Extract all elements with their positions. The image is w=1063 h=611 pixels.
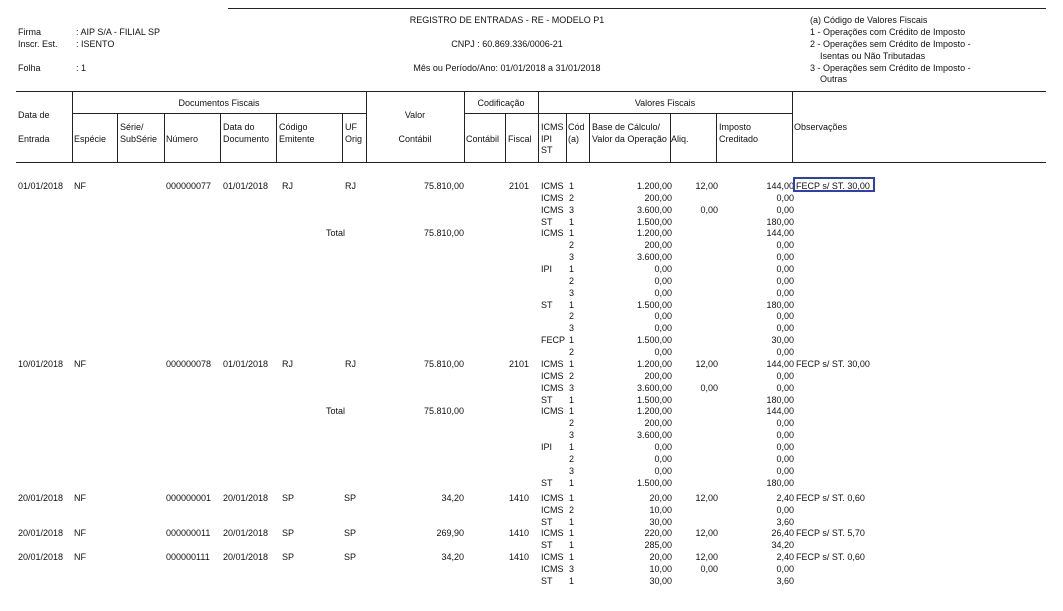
total-label: Total [326,228,346,239]
line-base: 1.500,00 [636,394,672,405]
entry-fiscal: 1410 [508,528,529,538]
line-cod: 3 [569,204,575,215]
line-cod: 3 [569,563,575,574]
line-cod: 2 [569,370,575,381]
total-base: 0,00 [654,275,672,286]
line-tax-type: ICMS [541,192,564,203]
entry-observacao: FECP s/ ST. 0,60 [796,552,865,562]
header-codigo-2: Emitente [279,134,315,144]
header-imposto-2: Creditado [719,134,759,144]
entry-emitente: SP [282,552,295,562]
line-tax-type: ICMS [541,382,564,393]
total-tax-type: ST [541,477,553,488]
header-cod: Cód [568,122,585,132]
entry-numero: 000000078 [166,359,212,369]
total-cod: 2 [569,346,575,357]
entry-especie: NF [74,359,86,369]
header-serie-2: SubSérie [120,134,158,144]
header-contabil: Contábil [466,134,500,144]
total-tax-type: ICMS [541,228,564,239]
line-imposto: 3,60 [776,516,794,527]
header-data-entrada-2: Entrada [18,134,50,144]
line-base: 10,00 [649,504,672,515]
total-cod: 1 [569,477,575,488]
total-imposto: 0,00 [776,418,794,429]
total-cod: 3 [569,252,575,263]
line-aliq: 12,00 [695,181,718,191]
line-base: 200,00 [644,370,672,381]
entry-observacao: FECP s/ ST. 0,60 [796,493,865,503]
total-base: 0,00 [654,287,672,298]
header-data-entrada: Data de [18,110,50,120]
line-aliq: 12,00 [695,493,718,503]
line-imposto: 2,40 [776,552,794,562]
header-valor: Valor [404,110,426,120]
line-base: 1.500,00 [636,216,672,227]
entry-data-doc: 20/01/2018 [223,552,269,562]
header-base: Base de Cálculo/ [592,122,661,132]
entry-uf: SP [343,528,356,538]
entry-numero: 000000077 [166,181,212,191]
entry-date: 01/01/2018 [18,181,64,191]
line-base: 30,00 [649,516,672,527]
header-codificacao: Codificação [477,98,525,108]
total-imposto: 0,00 [776,453,794,464]
line-cod: 2 [569,192,575,203]
total-base: 0,00 [654,311,672,322]
entry-fiscal: 2101 [508,359,529,369]
line-aliq: 12,00 [695,359,718,369]
period: Mês ou Período/Ano: 01/01/2018 a 31/01/2018 [413,63,601,73]
total-base: 0,00 [654,346,672,357]
total-imposto: 0,00 [776,346,794,357]
header-codigo: Código [279,122,308,132]
firma-value: : AIP S/A - FILIAL SP [76,27,161,37]
total-base: 0,00 [654,453,672,464]
entry-numero: 000000001 [166,493,212,503]
total-base: 0,00 [654,465,672,476]
header-serie: Série/ [120,122,144,132]
line-base: 285,00 [644,539,672,550]
line-imposto: 180,00 [766,216,794,227]
entry-emitente: RJ [282,181,293,191]
line-base: 3.600,00 [636,204,672,215]
line-aliq: 0,00 [700,382,718,393]
total-tax-type: ST [541,299,553,310]
line-tax-type: ICMS [541,504,564,515]
total-cod: 2 [569,418,575,429]
total-imposto: 0,00 [776,465,794,476]
total-imposto: 30,00 [771,335,794,346]
total-cod: 3 [569,287,575,298]
total-imposto: 0,00 [776,287,794,298]
total-tax-type: IPI [541,441,553,452]
entry-especie: NF [74,552,86,562]
line-tax-type: ICMS [541,552,564,562]
header-fiscal: Fiscal [508,134,532,144]
report-title: REGISTRO DE ENTRADAS - RE - MODELO P1 [409,15,605,25]
total-base: 0,00 [654,441,672,452]
line-imposto: 3,60 [776,575,794,586]
line-imposto: 0,00 [776,370,794,381]
total-imposto: 144,00 [766,406,794,417]
total-imposto: 180,00 [766,299,794,310]
total-base: 200,00 [644,240,672,251]
total-imposto: 0,00 [776,441,794,452]
line-cod: 1 [569,516,575,527]
header-valores-fiscais: Valores Fiscais [634,98,696,108]
line-imposto: 0,00 [776,192,794,203]
entry-date: 20/01/2018 [18,552,64,562]
entry-uf: SP [343,552,356,562]
entry-uf: RJ [345,181,356,191]
line-aliq: 12,00 [695,528,718,538]
header-aliq: Aliq. [671,134,689,144]
total-tax-type: FECP [541,335,566,346]
total-base: 1.500,00 [636,299,672,310]
line-tax-type: ST [541,516,553,527]
entry-fiscal: 2101 [508,181,529,191]
legend-item-1: 1 - Operações com Crédito de Imposto [810,27,966,37]
line-cod: 1 [569,359,575,369]
header-valor-2: Contábil [398,134,432,144]
total-base: 1.500,00 [636,477,672,488]
total-imposto: 0,00 [776,252,794,263]
line-aliq: 12,00 [695,552,718,562]
line-tax-type: ICMS [541,493,564,503]
total-base: 1.200,00 [636,406,672,417]
entry-data-doc: 01/01/2018 [223,359,269,369]
total-cod: 2 [569,311,575,322]
total-cod: 1 [569,263,575,274]
total-tax-type: IPI [541,263,553,274]
total-cod: 3 [569,323,575,334]
total-tax-type: ICMS [541,406,564,417]
entry-especie: NF [74,528,86,538]
line-cod: 3 [569,382,575,393]
line-base: 1.200,00 [636,181,672,191]
header-base-2: Valor da Operação [592,134,667,144]
header-data-doc: Data do [223,122,255,132]
folha-value: : 1 [76,63,87,73]
total-base: 0,00 [654,263,672,274]
total-imposto: 0,00 [776,263,794,274]
entry-emitente: SP [282,493,295,503]
firma-label: Firma [18,27,41,37]
total-imposto: 0,00 [776,430,794,441]
line-imposto: 0,00 [776,563,794,574]
entry-numero: 000000111 [166,552,210,562]
entry-data-doc: 01/01/2018 [223,181,269,191]
header-observacoes: Observações [794,122,848,132]
total-cod: 1 [569,228,575,239]
line-cod: 1 [569,181,575,191]
highlighted-observation[interactable] [793,177,875,192]
line-base: 10,00 [649,563,672,574]
header-uf-2: Orig [345,134,363,144]
line-cod: 1 [569,528,575,538]
legend-title: (a) Código de Valores Fiscais [810,15,928,25]
total-label: Total [326,406,346,417]
legend-item-3b: Outras [820,74,848,84]
total-cod: 3 [569,465,575,476]
header-ipi: IPI [541,134,553,144]
line-base: 220,00 [644,528,672,538]
line-tax-type: ICMS [541,204,564,215]
total-cod: 1 [569,299,575,310]
entry-date: 20/01/2018 [18,493,64,503]
line-imposto: 0,00 [776,504,794,515]
line-imposto: 34,20 [771,539,794,550]
line-imposto: 144,00 [766,181,794,191]
line-cod: 1 [569,394,575,405]
total-cod: 3 [569,430,575,441]
entry-emitente: RJ [282,359,293,369]
header-documentos-fiscais: Documentos Fiscais [178,98,260,108]
line-tax-type: ICMS [541,359,564,369]
header-st: ST [541,145,553,155]
total-imposto: 0,00 [776,275,794,286]
entry-numero: 000000011 [166,528,211,538]
line-base: 20,00 [649,493,672,503]
entry-data-doc: 20/01/2018 [223,493,269,503]
folha-label: Folha [18,63,41,73]
header-numero: Número [166,134,199,144]
line-tax-type: ICMS [541,563,564,574]
line-imposto: 26,40 [771,528,794,538]
line-cod: 2 [569,504,575,515]
line-imposto: 144,00 [766,359,794,369]
header-uf: UF [345,122,357,132]
total-base: 0,00 [654,323,672,334]
total-base: 1.500,00 [636,335,672,346]
total-cod: 2 [569,453,575,464]
line-base: 1.200,00 [636,359,672,369]
entry-uf: RJ [345,359,356,369]
legend-item-2: 2 - Operações sem Crédito de Imposto - [810,39,971,49]
total-cod: 2 [569,275,575,286]
inscr-value: : ISENTO [76,39,115,49]
line-aliq: 0,00 [700,563,718,574]
total-imposto: 144,00 [766,228,794,239]
line-cod: 1 [569,552,575,562]
entry-date: 10/01/2018 [18,359,64,369]
entry-valor: 75.810,00 [423,359,464,369]
entry-data-doc: 20/01/2018 [223,528,269,538]
total-cod: 1 [569,335,575,346]
line-tax-type: ICMS [541,370,564,381]
entry-especie: NF [74,181,86,191]
total-cod: 1 [569,406,575,417]
entry-emitente: SP [282,528,295,538]
header-cod-2: (a) [568,134,579,144]
total-valor: 75.810,00 [423,228,464,239]
total-imposto: 0,00 [776,311,794,322]
total-base: 3.600,00 [636,430,672,441]
entry-valor: 75.810,00 [423,181,464,191]
line-cod: 1 [569,539,575,550]
line-tax-type: ST [541,575,553,586]
total-base: 200,00 [644,418,672,429]
header-icms: ICMS [541,122,564,132]
line-tax-type: ST [541,394,553,405]
total-valor: 75.810,00 [423,406,464,417]
cnpj: CNPJ : 60.869.336/0006-21 [451,39,563,49]
line-base: 30,00 [649,575,672,586]
entry-observacao: FECP s/ ST. 5,70 [796,528,865,538]
entry-valor: 269,90 [436,528,464,538]
entry-fiscal: 1410 [508,493,529,503]
line-base: 200,00 [644,192,672,203]
line-imposto: 180,00 [766,394,794,405]
entry-uf: SP [343,493,356,503]
legend-item-3: 3 - Operações sem Crédito de Imposto - [810,63,971,73]
line-base: 20,00 [649,552,672,562]
header-data-doc-2: Documento [223,134,270,144]
line-cod: 1 [569,216,575,227]
header-imposto: Imposto [719,122,752,132]
inscr-label: Inscr. Est. [18,39,58,49]
total-cod: 2 [569,240,575,251]
line-aliq: 0,00 [700,204,718,215]
entry-date: 20/01/2018 [18,528,64,538]
line-tax-type: ICMS [541,181,564,191]
total-base: 3.600,00 [636,252,672,263]
line-tax-type: ST [541,216,553,227]
entry-fiscal: 1410 [508,552,529,562]
total-imposto: 0,00 [776,240,794,251]
entry-especie: NF [74,493,86,503]
line-imposto: 2,40 [776,493,794,503]
entry-valor: 34,20 [441,552,464,562]
total-imposto: 180,00 [766,477,794,488]
total-base: 1.200,00 [636,228,672,239]
line-cod: 1 [569,575,575,586]
line-imposto: 0,00 [776,204,794,215]
line-tax-type: ST [541,539,553,550]
entry-valor: 34,20 [441,493,464,503]
total-cod: 1 [569,441,575,452]
total-imposto: 0,00 [776,323,794,334]
header-especie: Espécie [74,134,107,144]
legend-item-2b: Isentas ou Não Tributadas [820,51,926,61]
line-tax-type: ICMS [541,528,564,538]
entry-observacao: FECP s/ ST. 30,00 [796,181,870,191]
line-imposto: 0,00 [776,382,794,393]
entry-observacao: FECP s/ ST. 30,00 [796,359,870,369]
line-cod: 1 [569,493,575,503]
line-base: 3.600,00 [636,382,672,393]
